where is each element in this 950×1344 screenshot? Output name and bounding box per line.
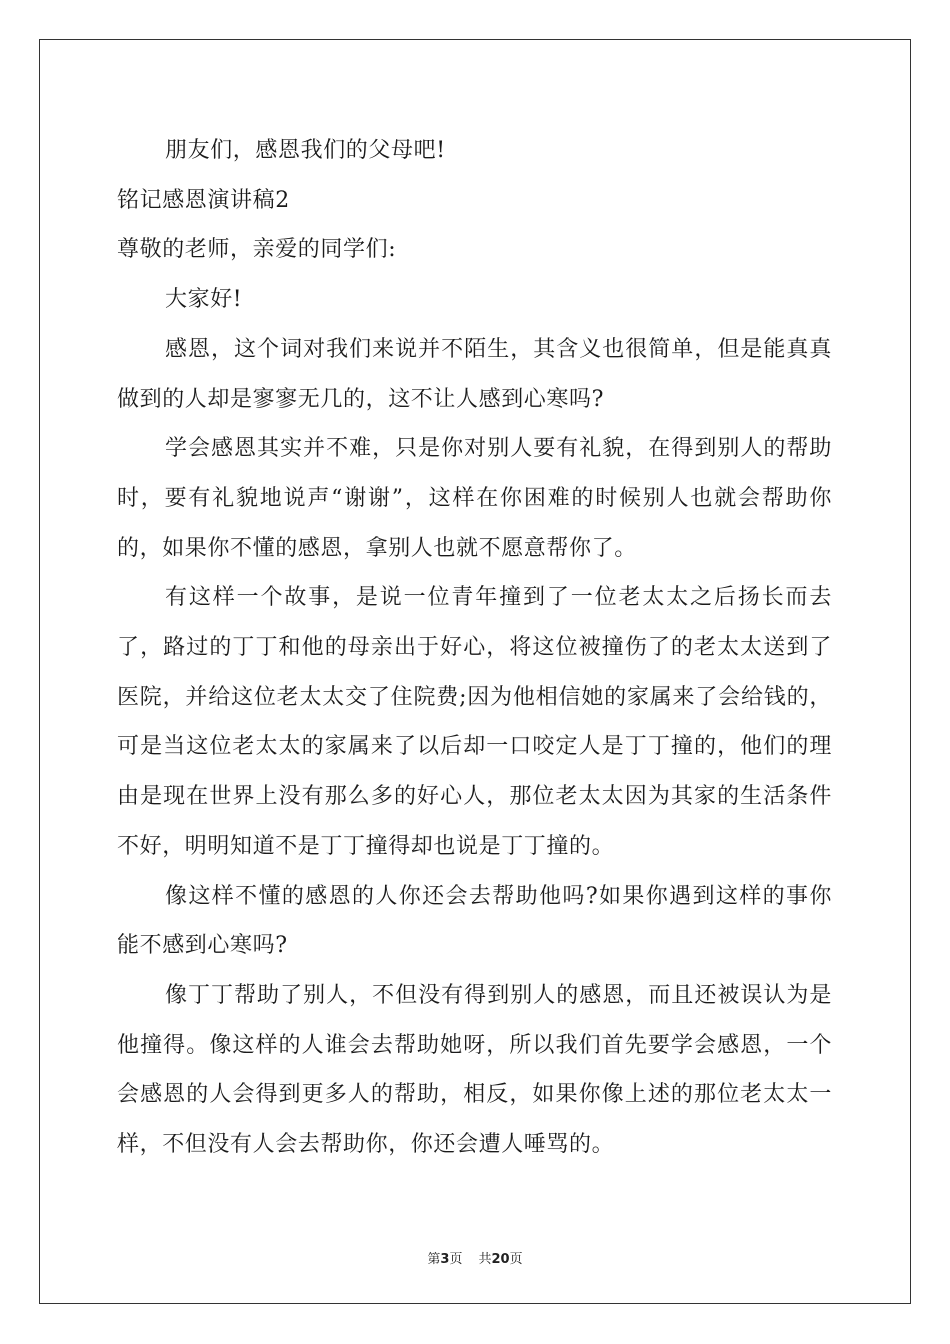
paragraph: 有这样一个故事，是说一位青年撞到了一位老太太之后扬长而去了，路过的丁丁和他的母亲出于好心，将这位被撞伤了的老太太送到了医院，并给这位老太太交了住院费;因为他相信她的家属来了会给钱的，可是当这位老太太的家属来了以后却一口咬定人是丁丁撞的，他们的理由是现在世界上没有那么多的好心人，那位老太太因为其家的生活条件不好，明明知道不是丁丁撞得却也说是丁丁撞的。 <box>117 585 832 859</box>
document-body <box>117 126 832 1170</box>
paragraph: 感恩，这个词对我们来说并不陌生，其含义也很简单，但是能真真做到的人却是寥寥无几的，这不让人感到心寒吗? <box>117 336 832 412</box>
paragraph: 像丁丁帮助了别人，不但没有得到别人的感恩，而且还被误认为是他撞得。像这样的人谁会去帮助她呀，所以我们首先要学会感恩，一个会感恩的人会得到更多人的帮助，相反，如果你像上述的那位老太太一样，不但没有人会去帮助你，你还会遭人唾骂的。 <box>117 982 832 1158</box>
paragraph: 学会感恩其实并不难，只是你对别人要有礼貌，在得到别人的帮助时，要有礼貌地说声“谢谢”，这样在你困难的时候别人也就会帮助你的，如果你不懂的感恩，拿别人也就不愿意帮你了。 <box>117 436 832 561</box>
paragraph: 像这样不懂的感恩的人你还会去帮助他吗?如果你遇到这样的事你能不感到心寒吗? <box>117 883 832 959</box>
total-pages: 20 <box>491 1252 510 1267</box>
paragraph: 朋友们，感恩我们的父母吧! <box>165 138 446 163</box>
greeting: 大家好! <box>165 287 243 313</box>
page-suffix: 页 <box>449 1252 463 1267</box>
total-prefix: 共 <box>478 1252 492 1267</box>
total-suffix: 页 <box>509 1252 523 1267</box>
section-title: 铭记感恩演讲稿2 <box>117 187 290 213</box>
page-number: 3 <box>440 1252 450 1267</box>
page-prefix: 第 <box>427 1252 441 1267</box>
page-footer <box>0 1248 950 1267</box>
salutation: 尊敬的老师，亲爱的同学们: <box>117 237 397 263</box>
